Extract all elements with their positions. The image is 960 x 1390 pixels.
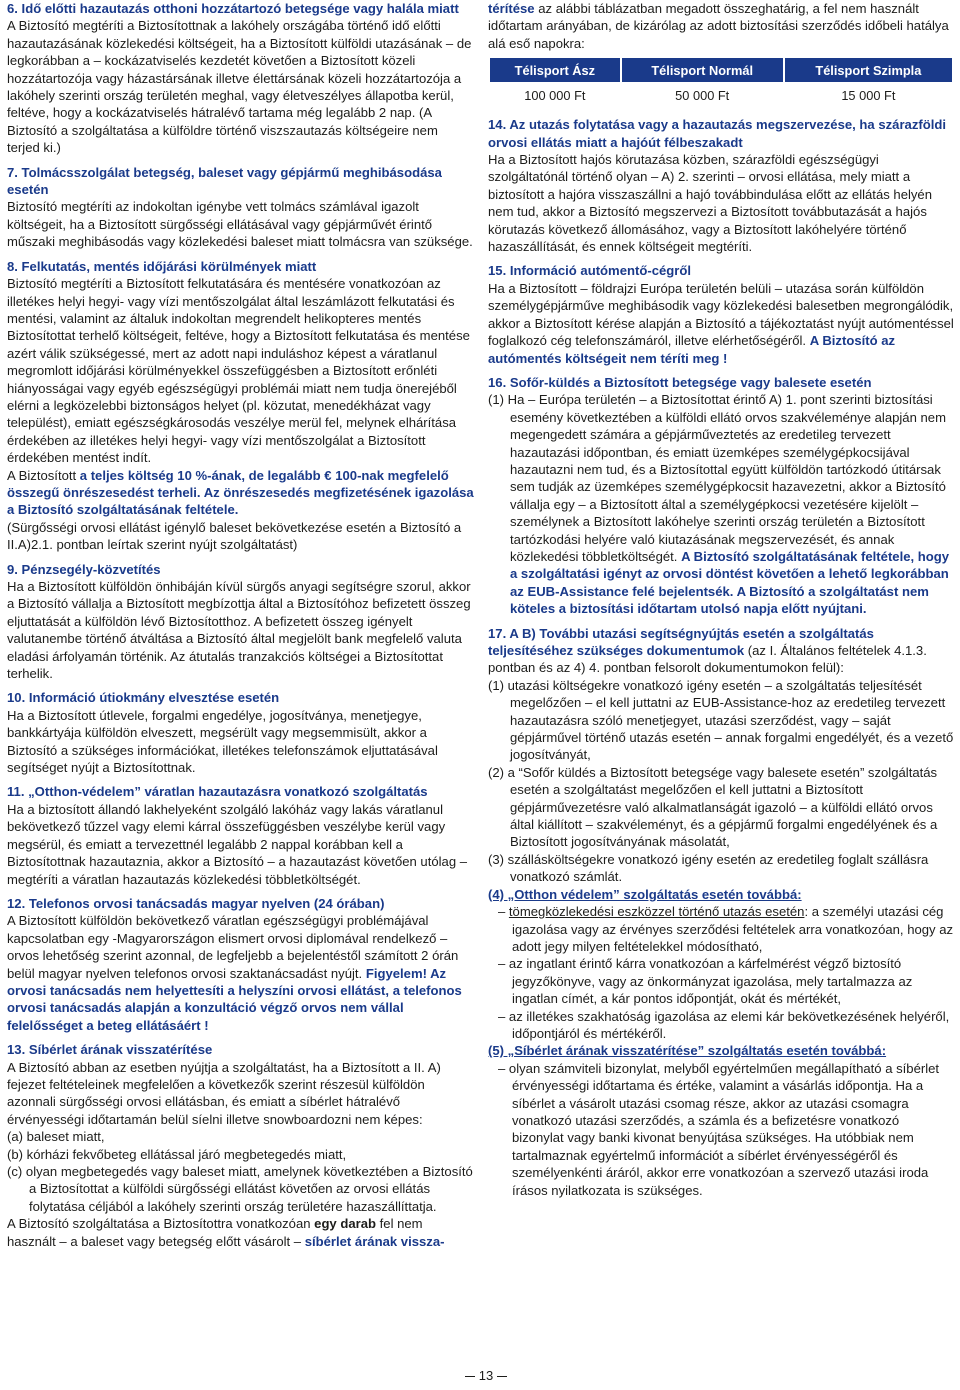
section-13 — [7, 1041, 474, 1250]
section-15-text — [488, 280, 954, 367]
section-8-deductible-lead: A Biztosított — [7, 467, 80, 483]
table-cell-asz: 100 000 Ft — [490, 84, 620, 106]
section-17-dash-2-text: az ingatlant érintő kárra vonatkozóan a kárfelmérést végző biztosító jegyzőkönyve, vagy az önkormányzat igazolása, mely tartalmazza az ingatlan címét, a kár pontos időpontját, okát és mértékét, — [508, 956, 913, 1007]
section-10 — [7, 689, 474, 776]
section-15-title: 15. Információ autómentő-cégről — [488, 263, 691, 279]
section-7-title: 7. Tolmácsszolgálat betegség, baleset vagy gépjármű meghibásodása esetén — [7, 164, 442, 198]
section-17-dash-4-text: olyan számviteli bizonylat, melyből egyértelműen megállapítható a síbérlet érvényességi időtartama és értéke, valamint a vásárlás időpontja. Ha a síbérlet a vásárolt utazási csomag része, akkor az utazási csomagra vonatkozó utazási szerződés, a számla és a befizetésre vonatkozó bizonylat vagy banki kivonat benyújtása szükséges. Ha utóbbiak nem tartalmaznak egyértelmű információt a síbérlet érvényességéről és személyenkénti áráról, akkor erre vonatkozóan a szervező utazási iroda írásos nyilatkozata is szükséges. — [508, 1060, 940, 1198]
section-13-item-b: (b) kórházi fekvőbeteg ellátással járó megbetegedés miatt, — [7, 1146, 347, 1162]
section-11-title: 11. „Otthon-védelem” váratlan hazautazásra vonatkozó szolgáltatás — [7, 784, 428, 800]
page-number — [456, 1368, 516, 1383]
page-number-value: 13 — [478, 1368, 494, 1383]
section-17 — [488, 625, 954, 1199]
table-cell-normal: 50 000 Ft — [622, 84, 783, 106]
table-header-row — [490, 58, 952, 82]
section-13-cont-emphasis: térítése — [488, 1, 535, 16]
section-17-item-5-title: (5) „Síbérlet árának visszatérítése” szolgáltatás esetén továbbá: — [488, 1043, 887, 1059]
section-13-limit-a: A Biztosító szolgáltatása a Biztosítottra vonatkozóan — [7, 1216, 315, 1232]
section-8-note: (Sürgősségi orvosi ellátást igénylő baleset bekövetkezése esetén a Biztosító a II.A)2.1. pontban leírtak szerint nyújt szolgáltatást) — [7, 519, 462, 553]
section-17-dash-1-text: : a személyi utazási cég igazolása vagy az érvényes szerződési feltételek arra vonatkozóan, hogy az adott jegy milyen feltételekkel módosítható, — [512, 904, 954, 954]
section-6-text: A Biztosító megtéríti a Biztosítottnak a lakóhely országába történő idő előtti hazautazásának közlekedési költségeit, ha a Biztosított külföldi utazásának – de legkorábban a – kockázatviselés kezdetét követően a Biztosított közeli hozzátartozója vagy házastársának illetve élettársának közeli hozzátartozója a lakóhely szerinti ország területén meghal, vagy életveszélyes állapotba kerül, feltéve, hogy a kockázatviselés hátralévő tartama még legalább 2 nap. (A Biztosító a szolgáltatása a külföldre történő viszszautazás költségeire nem terjed ki.) — [7, 18, 472, 156]
section-17-dash-2: – az ingatlant érintő kárra vonatkozóan a kárfelmérést végző biztosító jegyzőkönyve, vagy az önkormányzat igazolása, mely tartalmazza az ingatlan címét, a kár pontos időpontját, okát és mértékét, — [498, 956, 913, 1007]
section-16-text — [488, 391, 954, 617]
section-13-limit — [7, 1215, 474, 1250]
section-7 — [7, 164, 474, 251]
section-10-text: Ha a Biztosított útlevele, forgalmi engedélye, jogosítványa, menetjegye, bankkártyája külföldön elveszett, megsérült vagy megsemmisült, akkor a Biztosító a szükséges információkat, illetékes telefonszámok eljuttatásával segítséget nyújt a Biztosítottnak. — [7, 707, 438, 776]
section-8 — [7, 258, 474, 554]
section-8-text: Biztosító megtéríti a Biztosított felkutatására és mentésére vonatkozóan az illetékes helyi hegyi- vagy vízi mentőszolgálat által leszámlázott felkutatási és mentési, valamint az általuk indokoltan megrendelt helikopteres mentés Biztosítottat terhelő költségeit, feltéve, hogy a Biztosított felkutatása és mentése azért válik szükségessé, mert az adott napi induláshoz képest a váratlanul megromlott időjárási körülményekkel összefüggésben a Biztosított erőnléti hiányosságai vagy egyéb egészségügyi problémái miatt nem tudja önerejéből elérni a legközelebbi biztonságos helyet (pl. közutat, menedékházat vagy települést), emiatt egészségkárosodás veszélye merül fel, melynek elhárítása érdekében az illetékes helyi hegyi- vagy vízi mentőszolgálat a Biztosított érdekében mentést indít. — [7, 276, 470, 466]
section-13-continuation — [488, 0, 954, 52]
section-14-title: 14. Az utazás folytatása vagy a hazautazás megszervezése, ha szárazföldi orvosi ellátás miatt a hajóút félbeszakadt — [488, 117, 946, 150]
section-9-title: 9. Pénzsegély-közvetítés — [7, 561, 161, 577]
section-13-cont-text: az alábbi táblázatban megadott összeghatárig, a fel nem használt időtartam arányában, de kizárólag az adott biztosítási szerződés időbeli hatálya alá eső napokra: — [488, 1, 949, 51]
section-6-title: 6. Idő előtti hazautazás otthoni hozzátartozó betegsége vagy halála miatt — [7, 1, 459, 16]
section-13-limit-d: síbérlet árának vissza- — [304, 1233, 445, 1249]
section-12 — [7, 895, 474, 1034]
left-column — [7, 0, 474, 1257]
section-8-deductible — [7, 467, 474, 519]
section-15 — [488, 262, 954, 366]
table-cell-szimpla: 15 000 Ft — [785, 84, 952, 106]
section-13-item-a: (a) baleset miatt, — [7, 1129, 105, 1145]
section-17-dash-3: – az illetékes szakhatóság igazolása az elemi kár bekövetkezésének helyéről, időpontjáról és mértékéről. — [498, 1008, 950, 1041]
section-12-text — [7, 912, 474, 1034]
section-13-title: 13. Síbérlet árának visszatérítése — [7, 1042, 213, 1058]
section-13-limit-c: fel nem használt – a baleset vagy betegség előtt vásárolt – — [7, 1216, 423, 1249]
section-7-text: Biztosító megtéríti az indokoltan igénybe vett tolmács számlával igazolt költségeit, ha a Biztosított sürgősségi ellátásával vagy gépjárművét érintő műszaki meghibásodás vagy közlekedési baleset miatt tolmácsra van szüksége. — [7, 199, 473, 250]
ski-pass-limit-table — [488, 56, 954, 108]
table-row — [490, 84, 952, 106]
section-9 — [7, 561, 474, 683]
section-14 — [488, 116, 954, 255]
section-10-title: 10. Információ útiokmány elvesztése esetén — [7, 690, 280, 706]
section-13-limit-b: egy darab — [314, 1216, 377, 1232]
right-column — [488, 0, 954, 1206]
section-17-item-3: (3) szállásköltségekre vonatkozó igény esetén az eredetileg foglalt szállásra vonatkozó számlát. — [488, 851, 929, 885]
section-16-text-main: (1) Ha – Európa területén – a Biztosítottat érintő A) 1. pont szerinti biztosítási esemény következtében a külföldi ellátó orvos szakvéleménye alapján nem megengedett számára a gépjárműveztetés az eredetileg tervezett hazautazási időpontban, és emiatt üzemképes személygépkocsijával hazautazni nem tud, és a Biztosítottal együtt külföldön tartózkodó útitársak sem tudják az üzemképes személygépkocsit hazavezetni, akkor a Biztosító vállalja egy – a Biztosított által a személygépkocsi vezetésére kijelölt – személynek a Biztosított lakóhelye szerinti ország területén a Biztosított tartózkodási helyére való kiutazásának megszervezését, és annak közlekedési többletköltségét. — [488, 392, 946, 564]
section-11-text: Ha a biztosított állandó lakhelyeként szolgáló lakóház vagy lakás váratlanul bekövetkező tűzzel vagy elemi kárral összefüggésben veszélybe kerül vagy megsérül, és emiatt a tervezettnél legalább 2 nappal korábban kell a Biztosítottnak hazautaznia, akkor a Biztosító – a hazautazást követően utólag – megtéríti a váratlan hazautazás közlekedési többletköltségét. — [7, 801, 468, 887]
table-header-asz: Télisport Ász — [490, 58, 620, 82]
section-14-text: Ha a Biztosított hajós körutazása közben, szárazföldi egészségügyi szolgáltatónál történő olyan – A) 2. szerinti – orvosi ellátása, mely miatt a biztosított a hajóra visszaszállni a hajó továbbindulása előtt az ellátás helyén nem tud, akkor a Biztosító megszervezi a Biztosított továbbutazását a hajós körutazás következő állomásához, vagy a Biztosított lakóhelyére történő hazaszállítását, és ennek költségeit megtéríti. — [488, 152, 932, 255]
section-13-text: A Biztosító abban az esetben nyújtja a szolgáltatást, ha a Biztosított a II. A) fejezet feltételeinek megfelelően a következők szerint részesül külföldön azonnali sürgősségi orvosi ellátásban, és emiatt a síbérlet hátralévő érvényességi időtartamán belül síelni illetve snowboardozni nem képes: — [7, 1059, 441, 1127]
section-16-condition: A Biztosító szolgáltatásának feltétele, hogy a szolgáltatási igényt az orvosi döntést követően a lehető legkorábban az EUB-Assistance felé bejelentsék. A Biztosító a szolgáltatást nem köteles a biztosítási időtartam utolsó napja előtt nyújtani. — [510, 548, 950, 617]
section-17-dash-1: – tömegközlekedési eszközzel történő utazás esetén: a személyi utazási cég igazolása vagy az érvényes szerződési feltételek arra vonatkozóan, hogy az adott jegy milyen feltételekkel módosítható, — [498, 904, 954, 954]
section-17-title-bold: 17. A B) További utazási segítségnyújtás esetén a szolgáltatás teljesítéséhez szükséges dokumentumok — [488, 625, 874, 658]
section-9-text: Ha a Biztosított külföldön önhibáján kívül sürgős anyagi segítségre szorul, akkor a Biztosító vállalja a Biztosított megbízottja által a Biztosítóhoz befizetett összeg eljuttatását a külföldön lévő Biztosítotthoz. A befizetett összeg igényelt valutanembe történő átváltása a Biztosító által megjelölt bank megfelelő valuta eladási árfolyamán történik. Az átutalás tranzakciós költségei a Biztosítottat terhelik. — [7, 579, 471, 682]
section-15-text-main: Ha a Biztosított – földrajzi Európa területén belüli – utazása során külföldön személygépjárműve meghibásodik vagy közlekedési balesetben megrongálódik, akkor a Biztosított kérése alapján a Biztosító a tájékoztatást nyújt autómentéssel foglalkozó cég telefonszámáról, illetve elérhetőségéről. — [488, 280, 954, 349]
section-12-title: 12. Telefonos orvosi tanácsadás magyar nyelven (24 órában) — [7, 895, 385, 911]
section-6 — [7, 0, 474, 157]
section-17-title — [488, 625, 954, 677]
section-17-item-4-title: (4) „Otthon védelem” szolgáltatás esetén továbbá: — [488, 886, 802, 902]
section-17-item-1: (1) utazási költségekre vonatkozó igény esetén – a szolgáltatás teljesítését megelőzően – el kell juttatni az EUB-Assistance-hoz az eredetileg tervezett hazautazásra szóló menetjegyet, utazási szerződést, vagy – saját gépjárművel történő utazás esetén – annak forgalmi engedélyét, és a vezető jogosítványát, — [488, 677, 954, 763]
section-8-title: 8. Felkutatás, mentés időjárási körülmények miatt — [7, 258, 317, 274]
section-12-text-main: A Biztosított külföldön bekövetkező váratlan egészségügyi problémájával kapcsolatban egy -Magyarországon elismert orvosi diplomával rendelkező – orvos lehetőség szerint azonnal, de legfeljebb a bejelentéstől számított 2 órán belül magyar nyelven telefonos orvosi szaktanácsadást nyújt. — [7, 913, 459, 981]
section-16-title: 16. Sofőr-küldés a Biztosított betegsége vagy balesete esetén — [488, 374, 872, 390]
section-8-deductible-emphasis: a teljes költség 10 %-ának, de legalább € 100-nak megfelelő összegű önrészesedést terheli. Az önrészesedés megfizetésének igazolása a Biztosító szolgáltatásának feltétele. — [7, 467, 474, 518]
section-12-warning: Figyelem! Az orvosi tanácsadás nem helyettesíti a helyszíni orvosi ellátást, a telefonos orvosi tanácsadás alapján a konzultáció végző orvos nem vállal felelősséget a beteg ellátásáért ! — [7, 965, 462, 1033]
section-11 — [7, 783, 474, 887]
section-17-dash-3-text: az illetékes szakhatóság igazolása az elemi kár bekövetkezésének helyéről, időpontjáról és mértékéről. — [508, 1008, 950, 1041]
section-15-warning: A Biztosító az autómentés költségeit nem téríti meg ! — [488, 333, 896, 366]
section-13-item-c: (c) olyan megbetegedés vagy baleset miatt, amelynek következtében a Biztosító a Biztosítottat a külföldi sürgősségi ellátást követően az orvosi ellátás folytatása céljából a lakóhely szerinti ország területére hazaszállíttatja. — [7, 1164, 473, 1214]
section-17-item-2: (2) a “Sofőr küldés a Biztosított betegsége vagy balesete esetén” szolgáltatás esetén a szolgáltatást megelőzően el kell juttatni a Biztosított gépjárművezetésre való alkalmatlanságát igazoló – a külföldi ellátó orvos által kiállított – szakvéleményt, és a gépjármű forgalmi engedélyének és a Biztosított jogosítványának másolatát, — [488, 764, 938, 850]
section-16 — [488, 374, 954, 618]
table-header-normal: Télisport Normál — [622, 58, 783, 82]
section-17-title-rest: (az I. Általános feltételek 4.1.3. pontban és az 4) 4. pontban felsorolt dokumentumokon felül): — [488, 643, 927, 676]
section-17-dash-4: – olyan számviteli bizonylat, melyből egyértelműen megállapítható a síbérlet érvényességi időtartama és értéke, valamint a vásárlás időpontja. Ha a síbérlet a vásárolt utazási csomag része, akkor az utazási csomagra vonatkozó utazási szerződés, a számla és a befizetésre vonatkozó bizonylat vagy banki kivonat benyújtása szükséges. Ha utóbbiak nem tartalmaznak egyértelmű információt a síbérlet érvényességéről és személyenkénti áráról, akkor erre vonatkozóan a szervező utazási iroda írásos nyilatkozata is szükséges. — [498, 1060, 940, 1198]
section-17-dash-1-underlined: tömegközlekedési eszközzel történő utazás esetén — [508, 904, 805, 920]
table-header-szimpla: Télisport Szimpla — [785, 58, 952, 82]
